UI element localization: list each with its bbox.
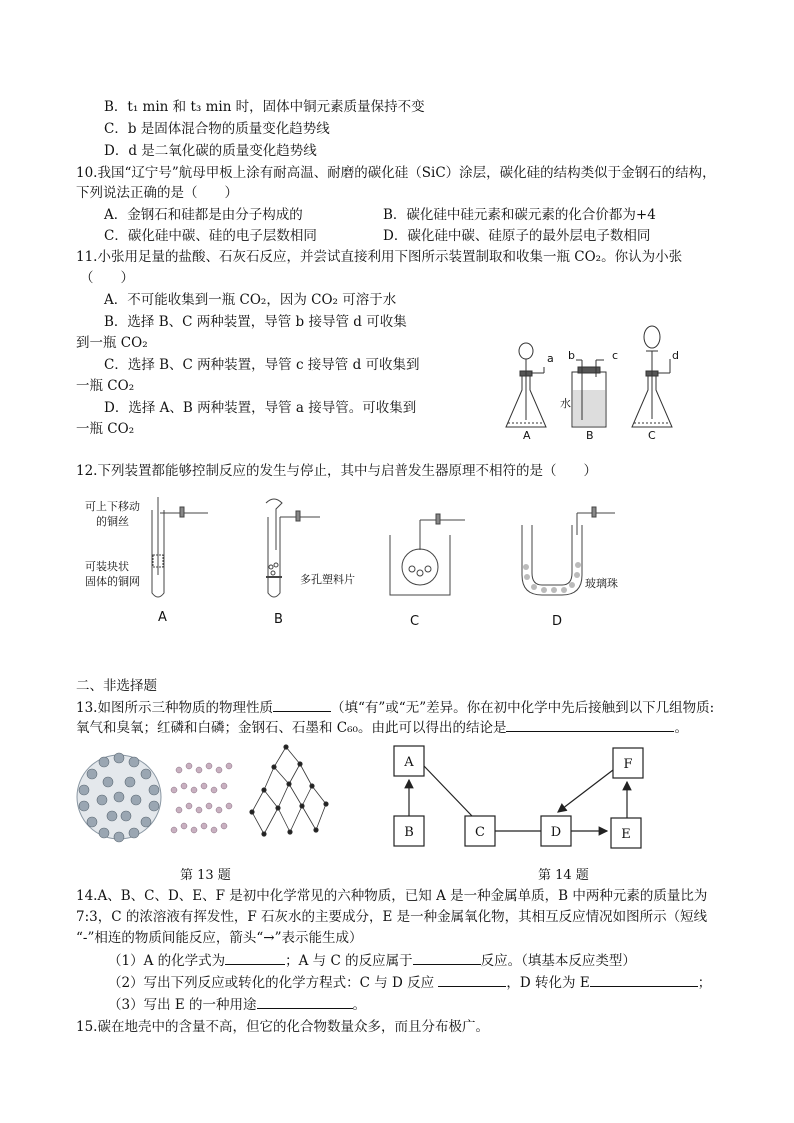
label-d: d <box>672 349 679 362</box>
graphite-layers <box>171 763 232 833</box>
label-copper-net-2: 固体的铜网 <box>85 575 140 588</box>
label-movable-wire-2: 的铜丝 <box>96 515 129 528</box>
q11-apparatus-figure <box>500 315 690 445</box>
node-e-label: E <box>621 827 631 842</box>
label-apparatus-c: C <box>648 429 656 442</box>
q15-stem: 15.碳在地壳中的含量不高，但它的化合物数量众多，而且分布极广。 <box>76 1019 489 1035</box>
node-c-label: C <box>475 825 485 840</box>
q12-caption-b: B <box>274 612 283 627</box>
label-a: a <box>547 352 554 365</box>
q10-option-c: C．碳化硅中碳、硅的电子层数相同 <box>104 228 317 244</box>
q11-option-c-line2: 一瓶 CO₂ <box>76 378 135 394</box>
q14-sub1a: （1）A 的化学式为 <box>108 953 226 969</box>
q14-sub3 <box>108 994 366 1015</box>
c60-molecule <box>77 753 161 842</box>
q14-sub3b: 。 <box>352 997 367 1013</box>
q14-blank-c-d-equation[interactable] <box>438 972 506 987</box>
q14-sub1b: ；A 与 C 的反应属于 <box>285 953 413 969</box>
q13-stem1a: 13.如图所示三种物质的物理性质 <box>76 700 273 716</box>
q13-stem-line1 <box>76 697 714 718</box>
q9-option-b: B．t₁ min 和 t₃ min 时，固体中铜元素质量保持不变 <box>104 99 425 115</box>
q10-stem-line2: 下列说法正确的是（ ） <box>76 185 238 201</box>
q14-relation-diagram <box>388 742 658 862</box>
q13-blank-1[interactable] <box>273 697 331 712</box>
q14-blank-e-use[interactable] <box>257 994 353 1009</box>
q12-caption-c: C <box>410 614 420 629</box>
q14-sub3a: （3）写出 E 的一种用途 <box>108 997 257 1013</box>
node-a-label: A <box>404 755 414 770</box>
label-b: b <box>568 349 575 362</box>
q11-stem-line2: （ ） <box>80 270 134 286</box>
q14-sub1c: 反应。（填基本反应类型） <box>480 953 636 969</box>
q12-caption-a: A <box>158 610 167 625</box>
q13-blank-2[interactable] <box>506 717 674 732</box>
q14-blank-d-e-equation[interactable] <box>590 972 698 987</box>
q14-sub2b: ，D 转化为 E <box>506 975 590 991</box>
node-b-label: B <box>404 825 414 840</box>
q13-stem2a: 氧气和臭氧；红磷和白磷；金钢石、石墨和 C₆₀。由此可以得出的结论是 <box>76 720 507 736</box>
label-copper-net-1: 可装块状 <box>85 560 129 573</box>
diamond-lattice <box>250 745 328 836</box>
section-heading: 二、非选择题 <box>76 678 157 694</box>
q13-caption: 第 13 题 <box>180 868 231 883</box>
q9-option-d: D．d 是二氧化碳的质量变化趋势线 <box>104 143 317 159</box>
q14-sub2c: ； <box>697 975 712 991</box>
q14-stem-line2: 7:3，C 的浓溶液有挥发性，F 石灰水的主要成分，E 是一种金属氧化物，其相互反应情况如图所示（短线 <box>76 909 708 925</box>
arrow-f-to-d <box>558 770 613 812</box>
q10-option-b: B．碳化硅中硅元素和碳元素的化合价都为+4 <box>383 207 656 223</box>
label-c: c <box>612 349 619 362</box>
q13-stem1b: （填“有”或“无”差异。你在初中化学中先后接触到以下几组物质: <box>330 700 715 716</box>
q14-sub1 <box>108 950 636 971</box>
q13-stem2b: 。 <box>674 720 688 736</box>
label-glass-beads: 玻璃珠 <box>585 577 618 590</box>
q14-sub2a: （2）写出下列反应或转化的化学方程式：C 与 D 反应 <box>108 975 435 991</box>
q13-carbon-allotropes-figure <box>74 742 334 852</box>
q12-apparatus-figure <box>80 495 640 605</box>
q12-stem: 12.下列装置都能够控制反应的发生与停止，其中与启普发生器原理不相符的是（ ） <box>76 463 597 479</box>
q14-sub2 <box>108 972 711 993</box>
q10-option-a: A．金钢石和硅都是由分子构成的 <box>104 207 303 223</box>
q14-caption: 第 14 题 <box>538 868 589 883</box>
q14-blank-reaction-type[interactable] <box>413 950 481 965</box>
q11-option-d-line1: D．选择 A、B 两种装置，导管 a 接导管。可收集到 <box>104 400 417 416</box>
node-f-label: F <box>623 757 633 772</box>
label-movable-wire-1: 可上下移动 <box>85 500 140 513</box>
label-water: 水 <box>560 397 571 410</box>
label-porous-plastic: 多孔塑料片 <box>300 573 355 586</box>
q11-option-c-line1: C．选择 B、C 两种装置，导管 c 接导管 d 可收集到 <box>104 357 420 373</box>
label-apparatus-a: A <box>523 429 531 442</box>
q13-stem-line2 <box>76 717 688 738</box>
q14-blank-formula[interactable] <box>225 950 285 965</box>
line-a-c <box>424 766 472 816</box>
q14-stem-line1: 14.A、B、C、D、E、F 是初中化学常见的六种物质，已知 A 是一种金属单质，B 中两种元素的质量比为 <box>76 888 708 904</box>
q9-option-c: C．b 是固体混合物的质量变化趋势线 <box>104 121 330 137</box>
q11-option-a: A．不可能收集到一瓶 CO₂，因为 CO₂ 可溶于水 <box>104 292 397 308</box>
node-d-label: D <box>550 825 562 840</box>
q12-caption-d: D <box>552 614 563 629</box>
q11-option-b-line1: B．选择 B、C 两种装置，导管 b 接导管 d 可收集 <box>104 314 407 330</box>
label-apparatus-b: B <box>586 429 594 442</box>
q11-option-d-line2: 一瓶 CO₂ <box>76 421 135 437</box>
q11-stem-line1: 11.小张用足量的盐酸、石灰石反应，并尝试直接利用下图所示装置制取和收集一瓶 CO₂。你认为小张 <box>76 249 683 265</box>
q10-option-d: D．碳化硅中碳、硅原子的最外层电子数相同 <box>383 228 651 244</box>
q14-stem-line3: “-”相连的物质间能反应，箭头“→”表示能生成） <box>76 930 363 946</box>
q10-stem-line1: 10.我国“辽宁号”航母甲板上涂有耐高温、耐磨的碳化硅（SiC）涂层，碳化硅的结构类似于金钢石的结构， <box>76 165 716 181</box>
q11-option-b-line2: 到一瓶 CO₂ <box>76 335 148 351</box>
